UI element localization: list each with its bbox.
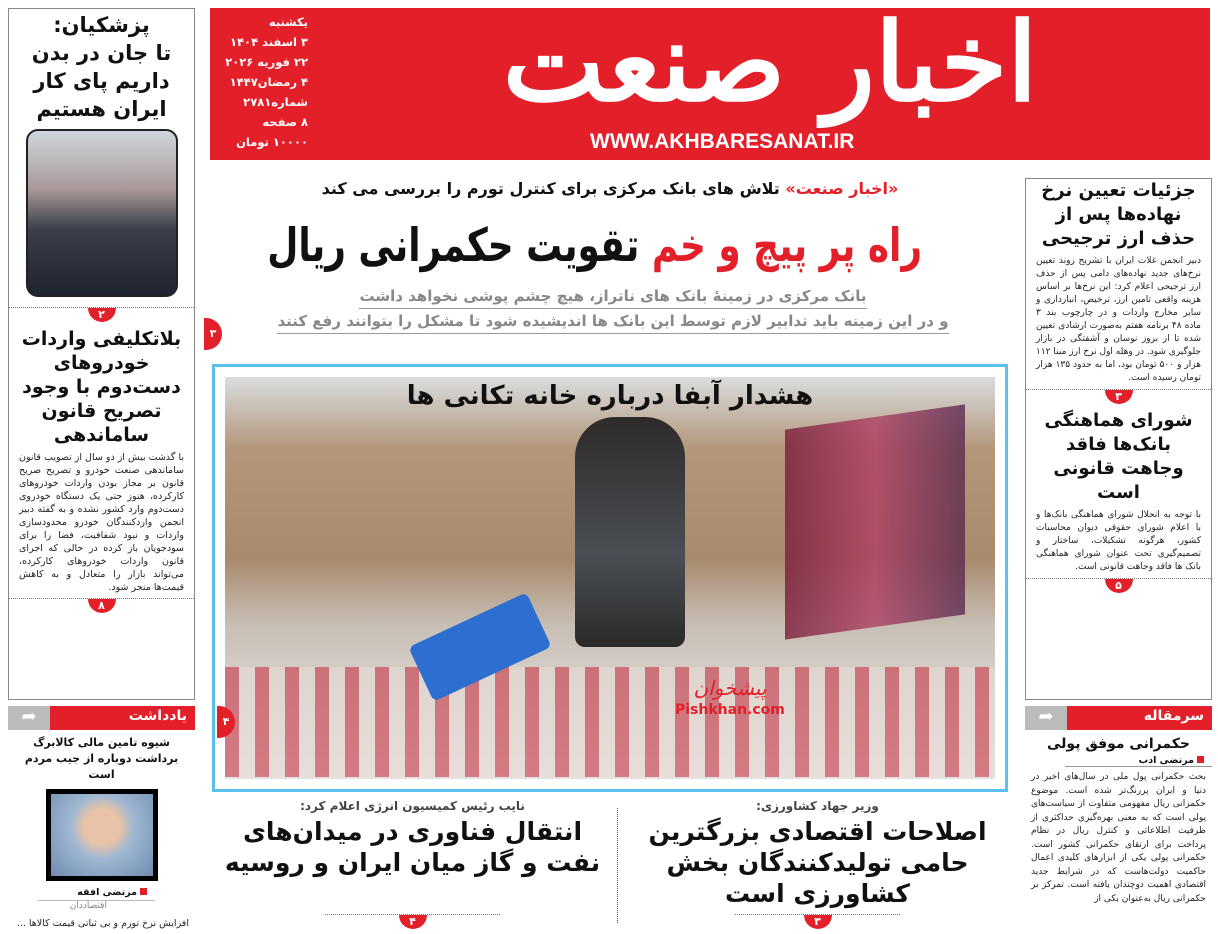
right-story2-body: با توجه به انحلال شورای هماهنگی بانک‌ها و با اعلام شورای حقوقی دیوان محاسبات کشور، هرگونه تشکیلات، ساختار و تصمیم‌گیری تحت عنوان شورای هماهنگی بانک ها فاقد وجاهت قانونی است.	[1036, 510, 1201, 572]
right-story1-title: جزئیات تعیین نرخ نهاده‌ها پس از حذف ارز ترجیحی	[1041, 180, 1196, 249]
story-title: اصلاحات اقتصادی بزرگترین حامی تولیدکنندگان بخش کشاورزی است	[648, 817, 987, 908]
author-photo	[46, 789, 158, 881]
arrow-icon: ➦	[1025, 706, 1067, 730]
page-number[interactable]: ۴	[222, 715, 230, 728]
headline-line: داریم پای کار	[33, 69, 170, 93]
story-title: انتقال فناوری در میدان‌های نفت و گاز میان ایران و روسیه	[224, 817, 601, 877]
watermark-text: پیشخوان	[693, 676, 767, 700]
main-headline[interactable]	[267, 214, 922, 276]
date-line: ۸ صفحه	[262, 115, 308, 129]
main-kicker	[210, 178, 1010, 200]
right-column	[1025, 178, 1212, 700]
right-story2-title: شورای هماهنگی بانک‌ها فاقد وجاهت قانونی است	[1044, 410, 1193, 503]
page-ref	[204, 318, 222, 350]
left-column	[8, 8, 195, 700]
section-label: سرمقاله	[1067, 706, 1212, 730]
date-line: شماره۲۷۸۱	[243, 95, 308, 109]
date-box	[218, 12, 308, 152]
editorial-title: حکمرانی موفق پولی	[1047, 736, 1190, 752]
photo-image	[222, 377, 995, 779]
photo-caption: هشدار آبفا درباره خانه تکانی ها	[406, 381, 814, 411]
note-title: شیوه تامین مالی کالابرگ برداشت دوباره از جیب مردم است	[24, 736, 179, 781]
left-top-headline	[9, 11, 194, 123]
date-line: ۳ اسفند ۱۴۰۴	[230, 35, 308, 49]
page-ref	[1026, 389, 1211, 405]
president-photo	[26, 129, 178, 297]
date-line: ۴ رمضان۱۴۴۷	[229, 75, 308, 89]
editorial-author	[1065, 755, 1212, 767]
main-photo[interactable]	[212, 364, 1008, 792]
date-line: ۲۲ فوریه ۲۰۲۶	[225, 55, 308, 69]
editorial-header	[1025, 706, 1212, 730]
author-name: مرتضی ادب	[1138, 755, 1194, 766]
date-line: ۱۰۰۰۰ تومان	[236, 135, 308, 149]
woman-figure	[575, 417, 685, 647]
logo: اخبار صنعت	[502, 0, 1038, 126]
website-url[interactable]: WWW.AKHBARESANAT.IR	[590, 130, 855, 153]
story-kicker: وزیر جهاد کشاورزی:	[756, 799, 879, 813]
main-subheadline	[228, 284, 998, 334]
headline-line: ایران هستیم	[36, 97, 167, 121]
watermark-url: Pishkhan.com	[675, 702, 785, 718]
masthead	[210, 0, 1210, 160]
headline-line: تا جان در بدن	[31, 41, 172, 65]
page-ref	[9, 598, 194, 614]
author-name: مرتضی افقه	[77, 887, 137, 898]
page-number[interactable]: ۳	[209, 327, 217, 340]
bottom-story-right[interactable]	[625, 798, 1010, 930]
author-role: اقتصاددان	[38, 900, 155, 911]
page-number[interactable]: ۵	[1105, 579, 1133, 593]
page-number[interactable]: ۸	[88, 599, 116, 613]
page-ref	[9, 307, 194, 323]
subheadline-line: بانک مرکزی در زمینهٔ بانک های ناتراز، هیچ چشم پوشی نخواهد داشت	[359, 284, 866, 309]
note-header	[8, 706, 195, 730]
left-story-body: با گذشت بیش از دو سال از تصویب قانون ساماندهی صنعت خودرو و تصریح صریح قانون بر مجاز بودن واردات خودروهای کارکرده، هنوز حتی یک دستگاه خودروی دست‌دوم وارد کشور نشده و به گفته دبیر انجمن واردکنندگان خودرو محدودسازی واردات و نبود شفافیت، فضا را برای سودجویان باز کرده در حالی که اجرای قانون واردات خودروهای کارکرده، می‌تواند بازار را متعادل و به کاهش قیمت‌ها منجر شود.	[19, 452, 184, 593]
divider	[617, 808, 618, 923]
kicker-brand: «اخبار صنعت»	[785, 179, 899, 198]
watermark	[675, 677, 785, 721]
note-section	[8, 706, 195, 930]
date-line: یکشنبه	[268, 15, 308, 29]
headline-line: پزشکیان:	[53, 13, 150, 37]
editorial-section	[1025, 706, 1212, 930]
kicker-text: تلاش های بانک مرکزی برای کنترل تورم را بررسی می کند	[321, 179, 786, 198]
section-label: یادداشت	[50, 706, 195, 730]
carpet-floor	[222, 667, 995, 777]
page-number[interactable]: ۳	[804, 915, 832, 929]
story-kicker: نایب رئیس کمیسیون انرژی اعلام کرد:	[300, 799, 525, 813]
page-ref	[1026, 578, 1211, 594]
right-story1-body: دبیر انجمن غلات ایران با تشریح روند تعیین نرخ‌های جدید نهاده‌های دامی پس از حذف ارز ترجیحی اعلام کرد: این نرخ‌ها بر اساس هزینه واقعی تامین ارز، ترخیص، انبارداری و سایر مخارج واردات و در چارچوب بند ۳ ماده ۴۸ برنامه هفتم به‌صورت ارشادی تعیین شده تا از بروز نوسان و آشفتگی در بازار جلوگیری شود. در وهله اول نرخ ارز مبنا ۱۱۲ هزار و ۵۰۰ تومان بود، اما به حدود ۱۳۵ هزار تومان رسیده است.	[1036, 256, 1201, 383]
arrow-icon: ➦	[8, 706, 50, 730]
left-story-title: بلاتکلیفی واردات خودروهای دست‌دوم با وجود تصریح قانون ساماندهی	[21, 328, 182, 446]
note-author	[8, 887, 195, 898]
page-number[interactable]: ۳	[1105, 390, 1133, 404]
page-number[interactable]: ۴	[399, 915, 427, 929]
note-body: افزایش نرخ تورم و بی ثباتی قیمت کالاها ...	[16, 918, 189, 929]
subheadline-line: و در این زمینه باید تدابیر لازم توسط این بانک ها اندیشیده شود تا مشکل را بتوانند رفع کنند	[277, 309, 948, 334]
bottom-story-left[interactable]	[215, 798, 610, 930]
page-number[interactable]: ۲	[88, 308, 116, 322]
editorial-body: بحث حکمرانی پول ملی در سال‌های اخیر در دنیا و ایران پررنگ‌تر شده است. موضوع حکمرانی ریال مفهومی متفاوت از سیاست‌های پولی است که به معنی بهره‌گیری حداکثری از ظرفیت اطلاعاتی و کنترل ریال در نظام پرداخت برای ارتقای حکمرانی کشور است. حکمرانی پولی یکی از ابزارهای کلیدی اعمال حاکمیت دولت‌هاست که در شرایط جدید اقتصادی اهمیت دوچندان یافته است. تمرکز بر حکمرانی ریال به‌عنوان یکی از	[1031, 772, 1206, 904]
headline-black: تقویت حکمرانی ریال	[267, 218, 640, 272]
carpet-hanging	[785, 404, 965, 639]
headline-red: راه پر پیچ و خم	[651, 218, 922, 272]
